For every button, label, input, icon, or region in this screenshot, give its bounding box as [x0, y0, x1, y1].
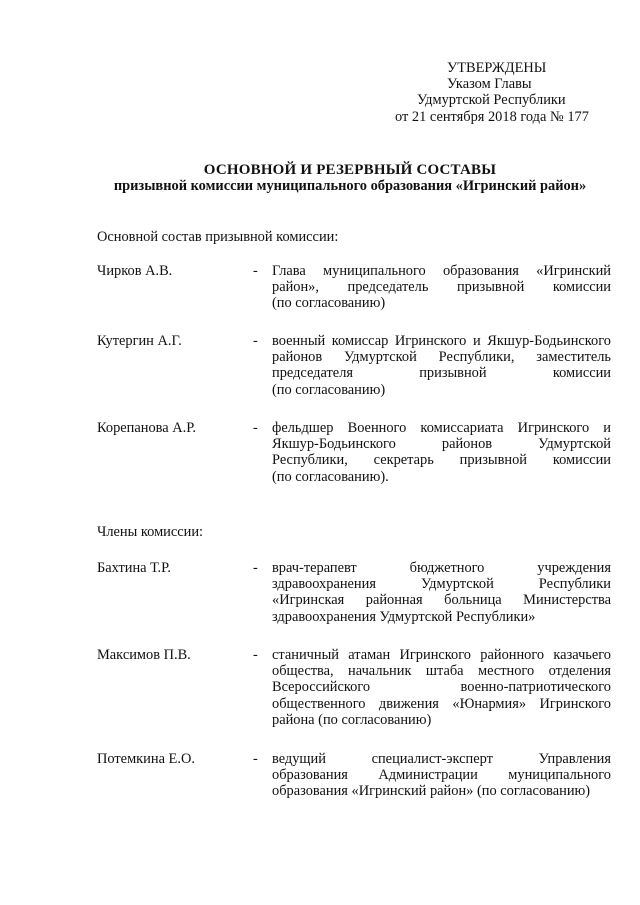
title-main: ОСНОВНОЙ И РЕЗЕРВНЫЙ СОСТАВЫ: [203, 162, 497, 178]
role-line: «Игринская районная больница Министерства: [272, 592, 611, 609]
role-line: общественного движения «Юнармия» Игринского: [272, 695, 611, 712]
role-line: фельдшер Военного комиссариата Игринского и: [272, 420, 611, 436]
role-line: район», председатель призывной комиссии: [272, 279, 611, 296]
member-role: [272, 263, 611, 312]
member-name: Потемкина Е.О.: [97, 751, 195, 767]
member-role: [272, 333, 611, 398]
member-name: Корепанова А.Р.: [97, 420, 197, 436]
decree-date: от 21 сентября 2018 года № 177: [395, 108, 589, 125]
role-line: врач-терапевт бюджетного учреждения: [272, 560, 611, 576]
role-line: (по согласованию): [272, 381, 386, 398]
member-role: [272, 751, 611, 800]
role-line: (по согласованию): [272, 295, 386, 312]
role-line: (по согласованию).: [272, 468, 389, 485]
role-line: Всероссийского военно-патриотического: [272, 679, 611, 696]
member-role: [272, 647, 611, 728]
dash-separator: -: [253, 420, 258, 436]
role-line: станичный атаман Игринского районного казачьего: [272, 647, 611, 663]
member-name: Бахтина Т.Р.: [97, 560, 171, 576]
role-line: Республики, секретарь призывной комиссии: [272, 452, 611, 469]
role-line: Якшур-Бодьинского районов Удмуртской: [272, 436, 611, 453]
member-name: Чирков А.В.: [97, 263, 173, 279]
role-line: Глава муниципального образования «Игринский: [272, 263, 611, 279]
member-role: [272, 560, 611, 625]
role-line: района (по согласованию): [272, 711, 432, 728]
title-sub: призывной комиссии муниципального образования «Игринский район»: [113, 178, 587, 195]
dash-separator: -: [253, 333, 258, 349]
document-title: [90, 162, 610, 194]
dash-separator: -: [253, 560, 258, 576]
dash-separator: -: [253, 263, 258, 279]
members-heading: Члены комиссии:: [97, 524, 204, 540]
role-line: здравоохранения Удмуртской Республики: [272, 576, 611, 593]
member-name: Максимов П.В.: [97, 647, 191, 663]
role-line: общества, начальник штаба местного отделения: [272, 663, 611, 680]
role-line: здравоохранения Удмуртской Республики»: [272, 608, 536, 625]
role-line: образования Администрации муниципального: [272, 767, 611, 784]
role-line: районов Удмуртской Республики, заместитель: [272, 349, 611, 366]
role-line: председателя призывной комиссии: [272, 365, 611, 382]
dash-separator: -: [253, 751, 258, 767]
dash-separator: -: [253, 647, 258, 663]
role-line: образования «Игринский район» (по согласованию): [272, 783, 591, 800]
republic-label: Удмуртской Республики: [417, 92, 566, 109]
approval-stamp: [395, 60, 615, 125]
member-name: Кутергин А.Г.: [97, 333, 182, 349]
decree-label: Указом Главы: [447, 76, 532, 93]
main-composition-heading: Основной состав призывной комиссии:: [97, 229, 339, 245]
role-line: ведущий специалист-эксперт Управления: [272, 751, 611, 767]
role-line: военный комиссар Игринского и Якшур-Бодьинского: [272, 333, 611, 349]
approved-label: УТВЕРЖДЕНЫ: [447, 60, 547, 76]
member-role: [272, 420, 611, 485]
